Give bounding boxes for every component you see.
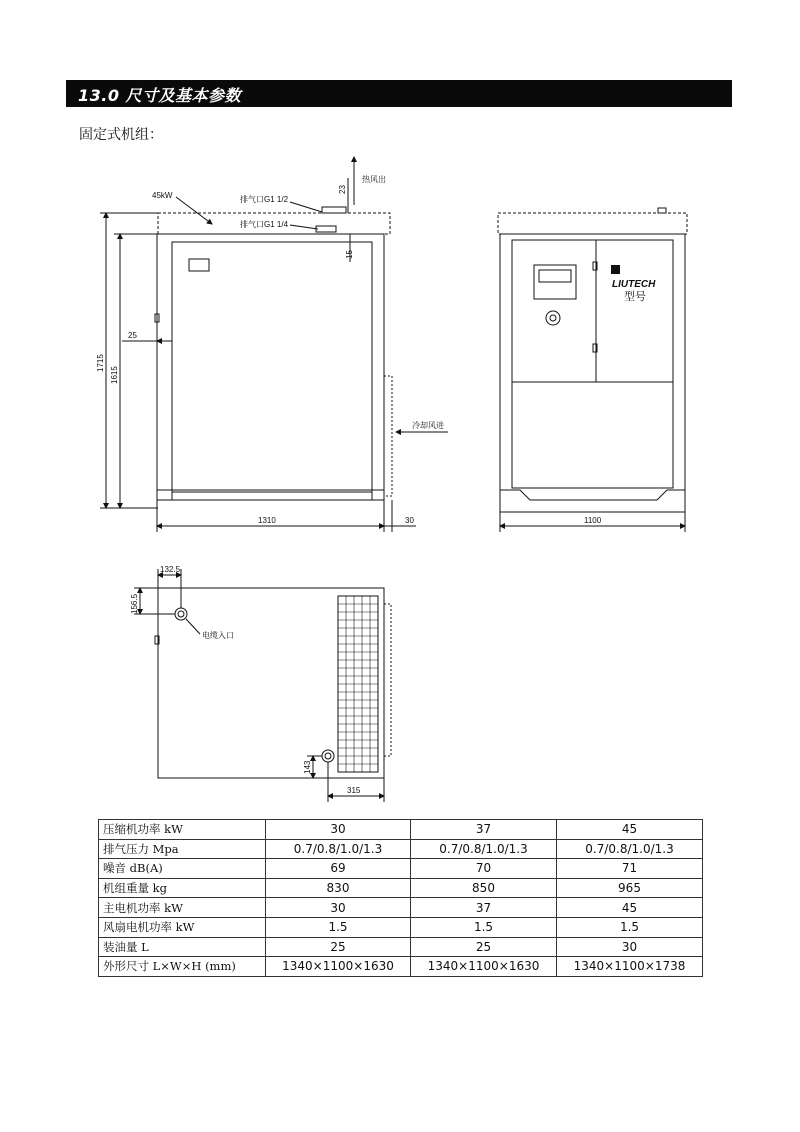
side-view-label-plate (189, 259, 209, 271)
model-label: 型号 (624, 291, 646, 303)
side-view-panel (172, 242, 372, 492)
table-row (99, 917, 703, 937)
front-view (498, 208, 687, 532)
emergency-stop-button (546, 311, 560, 325)
row-label: 风扇电机功率 kW (99, 917, 266, 937)
table-cell: 30 (266, 898, 411, 918)
dim-25: 25 (128, 331, 137, 340)
exhaust-bottom-label: 排气口G1 1/4 (240, 220, 289, 229)
lower-panel (512, 382, 673, 488)
table-cell: 45 (557, 898, 703, 918)
table-cell: 1340×1100×1630 (411, 957, 557, 977)
dim-132-5: 132.5 (160, 565, 181, 574)
table-cell: 37 (411, 898, 557, 918)
bottom-port (322, 750, 334, 762)
table-cell: 30 (557, 937, 703, 957)
table-cell: 69 (266, 859, 411, 879)
side-view (100, 157, 448, 532)
table-cell: 30 (266, 820, 411, 840)
brand-logo-icon (611, 265, 620, 274)
dim-30: 30 (405, 516, 414, 525)
table-cell: 71 (557, 859, 703, 879)
table-row (99, 957, 703, 977)
table-cell: 0.7/0.8/1.0/1.3 (557, 839, 703, 859)
row-label: 外形尺寸 L×W×H (mm) (99, 957, 266, 977)
dim-1100: 1100 (584, 516, 602, 525)
dim-1615: 1615 (110, 366, 119, 384)
cable-inlet-label: 电缆入口 (202, 631, 234, 640)
table-row (99, 820, 703, 840)
plan-view (134, 569, 391, 802)
plan-view-frame (158, 588, 384, 778)
table-cell: 45 (557, 820, 703, 840)
dim-15: 15 (345, 250, 354, 259)
table-row (99, 878, 703, 898)
row-label: 噪音 dB(A) (99, 859, 266, 879)
table-cell: 1.5 (411, 917, 557, 937)
table-cell: 965 (557, 878, 703, 898)
dim-23: 23 (338, 185, 347, 194)
front-view-frame (500, 234, 685, 512)
row-label: 装油量 L (99, 937, 266, 957)
row-label: 机组重量 kg (99, 878, 266, 898)
dim-315: 315 (347, 786, 361, 795)
section-title: 13.0 尺寸及基本参数 (78, 86, 242, 105)
front-view-top-hood (498, 213, 687, 234)
table-row (99, 937, 703, 957)
table-cell: 25 (266, 937, 411, 957)
plan-view-grille-mesh (338, 596, 378, 772)
model-45kw-label: 45kW (152, 191, 173, 200)
dim-143: 143 (303, 760, 312, 774)
row-label: 排气压力 Mpa (99, 839, 266, 859)
table-cell: 70 (411, 859, 557, 879)
table-cell: 1340×1100×1630 (266, 957, 411, 977)
table-cell: 37 (411, 820, 557, 840)
side-view-grille (384, 376, 392, 496)
hot-air-out-label: 热风出 (362, 175, 386, 184)
table-row (99, 859, 703, 879)
exhaust-pipe-bottom (316, 226, 336, 232)
plan-view-texts (130, 565, 361, 795)
brand-logo: LIUTECH (612, 279, 656, 290)
controller-screen (539, 270, 571, 282)
dim-1715: 1715 (96, 354, 105, 372)
table-cell: 0.7/0.8/1.0/1.3 (266, 839, 411, 859)
spec-table (98, 819, 703, 977)
front-view-texts (584, 265, 656, 525)
table-row (99, 898, 703, 918)
table-cell: 1.5 (557, 917, 703, 937)
table-cell: 830 (266, 878, 411, 898)
spec-table-body (99, 820, 703, 977)
table-row (99, 839, 703, 859)
exhaust-pipe-top (322, 207, 346, 213)
dim-1310: 1310 (258, 516, 276, 525)
cooling-air-in-label: 冷却风进 (412, 421, 444, 430)
right-door (596, 240, 673, 382)
table-cell: 25 (411, 937, 557, 957)
table-cell: 1340×1100×1738 (557, 957, 703, 977)
row-label: 压缩机功率 kW (99, 820, 266, 840)
dim-156-5: 156.5 (130, 593, 139, 614)
table-cell: 850 (411, 878, 557, 898)
front-view-top-stub (658, 208, 666, 213)
subtitle: 固定式机组： (79, 127, 163, 143)
row-label: 主电机功率 kW (99, 898, 266, 918)
table-cell: 1.5 (266, 917, 411, 937)
exhaust-top-label: 排气口G1 1/2 (240, 195, 289, 204)
table-cell: 0.7/0.8/1.0/1.3 (411, 839, 557, 859)
cable-inlet (175, 608, 187, 620)
side-view-frame (157, 234, 384, 500)
